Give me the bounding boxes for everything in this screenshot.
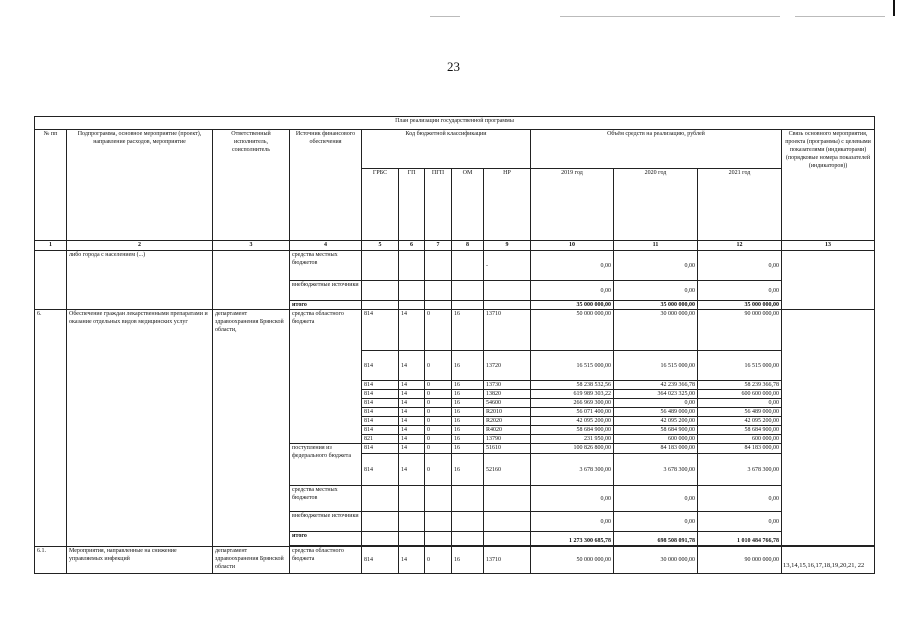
- code-om: 16: [452, 408, 484, 417]
- code-pgp: 0: [425, 408, 452, 417]
- code-np: R2020: [484, 417, 531, 426]
- value-2019: 0,00: [531, 251, 614, 281]
- column-numbers-row: [35, 241, 875, 251]
- total-2019: 1 273 300 685,78: [531, 532, 614, 546]
- header-number: № пп: [35, 130, 67, 241]
- code-grbs: 814: [362, 310, 399, 351]
- value-2021: 90 000 000,00: [698, 310, 782, 351]
- prev-item-name: либо города с населением (...): [67, 251, 213, 310]
- value-2021: 0,00: [698, 399, 782, 408]
- code-grbs: 814: [362, 547, 399, 574]
- code-pgp: 0: [425, 426, 452, 435]
- code-np: 13710: [484, 547, 531, 574]
- value-2020: 364 023 325,00: [614, 390, 698, 399]
- header-2020: 2020 год: [614, 169, 698, 241]
- code-pgp: 0: [425, 435, 452, 444]
- total-2020: 698 508 091,78: [614, 532, 698, 546]
- scan-artifact: [560, 16, 780, 17]
- value-2020: 0,00: [614, 486, 698, 512]
- value-2020: 0,00: [614, 399, 698, 408]
- code-gp: 14: [399, 351, 425, 381]
- code-gp: 14: [399, 444, 425, 454]
- value-2020: 30 000 000,00: [614, 310, 698, 351]
- code-om: 16: [452, 390, 484, 399]
- funding-source: средства областного бюджета: [290, 310, 362, 444]
- value-2020: 3 678 300,00: [614, 454, 698, 486]
- code-grbs: 821: [362, 435, 399, 444]
- scan-artifact: [430, 16, 460, 17]
- col-number: 3: [213, 241, 290, 251]
- col-number: 11: [614, 241, 698, 251]
- col-number: 12: [698, 241, 782, 251]
- total-label: итого: [290, 301, 362, 310]
- table-row: [35, 547, 875, 574]
- table-caption: План реализации государственной программы: [35, 117, 875, 130]
- dash-mark: -: [484, 251, 531, 281]
- header-np: НР: [484, 169, 531, 241]
- value-2019: 3 678 300,00: [531, 454, 614, 486]
- code-om: 16: [452, 435, 484, 444]
- value-2020: 600 000,00: [614, 435, 698, 444]
- value-2021: 90 000 000,00: [698, 547, 782, 574]
- code-np: 13720: [484, 351, 531, 381]
- value-2020: 58 684 900,00: [614, 426, 698, 435]
- value-2019: 266 969 300,00: [531, 399, 614, 408]
- table-row: [35, 310, 875, 351]
- value-2019: 100 826 800,00: [531, 444, 614, 454]
- col-number: 7: [425, 241, 452, 251]
- code-pgp: 0: [425, 390, 452, 399]
- funding-source: поступления из федерального бюджета: [290, 444, 362, 486]
- code-np: 13820: [484, 390, 531, 399]
- value-2019: 58 238 532,56: [531, 381, 614, 390]
- header-pgp: ПГП: [425, 169, 452, 241]
- code-gp: 14: [399, 417, 425, 426]
- value-2021: 0,00: [698, 251, 782, 281]
- code-gp: 14: [399, 454, 425, 486]
- code-np: 13730: [484, 381, 531, 390]
- code-grbs: 814: [362, 426, 399, 435]
- value-2021: 0,00: [698, 281, 782, 301]
- col-number: 5: [362, 241, 399, 251]
- code-pgp: 0: [425, 444, 452, 454]
- value-2020: 16 515 000,00: [614, 351, 698, 381]
- header-indicator-link: Связь основного мероприятия, проекта (программы) с целевыми показателями (индикаторами) (порядковые номера показателей (индикаторов)): [782, 130, 875, 241]
- code-np: 13710: [484, 310, 531, 351]
- total-2020: 35 000 000,00: [614, 301, 698, 310]
- value-2019: 58 684 900,00: [531, 426, 614, 435]
- header-grbs: ГРБС: [362, 169, 399, 241]
- value-2021: 0,00: [698, 512, 782, 532]
- code-pgp: 0: [425, 351, 452, 381]
- value-2021: 600 600 000,00: [698, 390, 782, 399]
- value-2020: 0,00: [614, 281, 698, 301]
- code-om: 16: [452, 417, 484, 426]
- value-2019: 231 950,00: [531, 435, 614, 444]
- col-number: 4: [290, 241, 362, 251]
- code-grbs: 814: [362, 417, 399, 426]
- header-2019: 2019 год: [531, 169, 614, 241]
- header-funding-source: Источник финансового обеспечения: [290, 130, 362, 241]
- col-number: 13: [782, 241, 875, 251]
- code-gp: 14: [399, 547, 425, 574]
- col-number: 9: [484, 241, 531, 251]
- header-executor: Ответственный исполнитель, соисполнитель: [213, 130, 290, 241]
- section-executor: департамент здравоохранения Брянской области: [213, 547, 290, 574]
- value-2020: 84 183 000,00: [614, 444, 698, 454]
- col-number: 10: [531, 241, 614, 251]
- value-2019: 619 989 303,22: [531, 390, 614, 399]
- code-gp: 14: [399, 381, 425, 390]
- code-gp: 14: [399, 310, 425, 351]
- code-om: 16: [452, 381, 484, 390]
- value-2021: 58 239 366,78: [698, 381, 782, 390]
- scan-edge-mark: [893, 0, 895, 16]
- code-gp: 14: [399, 399, 425, 408]
- section-number: 6.: [35, 310, 67, 547]
- value-2019: 16 515 000,00: [531, 351, 614, 381]
- total-2021: 35 000 000,00: [698, 301, 782, 310]
- value-2021: 42 095 200,00: [698, 417, 782, 426]
- header-subprogram: Подпрограмма, основное мероприятие (проект), направление расходов, мероприятие: [67, 130, 213, 241]
- funding-source: средства местных бюджетов: [290, 251, 362, 281]
- header-2021: 2021 год: [698, 169, 782, 241]
- funding-source: средства местных бюджетов: [290, 486, 362, 512]
- col-number: 2: [67, 241, 213, 251]
- value-2019: 0,00: [531, 281, 614, 301]
- header-funding-volume: Объём средств на реализацию, рублей: [531, 130, 782, 169]
- code-gp: 14: [399, 426, 425, 435]
- code-grbs: 814: [362, 399, 399, 408]
- col-number: 6: [399, 241, 425, 251]
- value-2021: 58 684 900,00: [698, 426, 782, 435]
- header-gp: ГП: [399, 169, 425, 241]
- code-om: 16: [452, 399, 484, 408]
- value-2021: 84 183 000,00: [698, 444, 782, 454]
- value-2021: 0,00: [698, 486, 782, 512]
- value-2020: 56 489 000,00: [614, 408, 698, 417]
- value-2020: 0,00: [614, 512, 698, 532]
- funding-source: внебюджетные источники: [290, 512, 362, 532]
- total-label: итого: [290, 532, 362, 546]
- total-2019: 35 000 000,00: [531, 301, 614, 310]
- code-pgp: 0: [425, 381, 452, 390]
- col-number: 1: [35, 241, 67, 251]
- value-2021: 3 678 300,00: [698, 454, 782, 486]
- value-2020: 42 095 200,00: [614, 417, 698, 426]
- value-2019: 42 095 200,00: [531, 417, 614, 426]
- code-np: R4020: [484, 426, 531, 435]
- col-number: 8: [452, 241, 484, 251]
- funding-source: средства областного бюджета: [290, 547, 362, 574]
- code-np: 52160: [484, 454, 531, 486]
- section-name: Обеспечение граждан лекарственными препаратами и оказание отдельных видов медицинских услуг: [67, 310, 213, 547]
- code-np: 54600: [484, 399, 531, 408]
- code-np: 13790: [484, 435, 531, 444]
- value-2019: 56 071 400,00: [531, 408, 614, 417]
- header-budget-code: Код бюджетной классификации: [362, 130, 531, 169]
- value-2019: 50 000 000,00: [531, 547, 614, 574]
- value-2021: 600 000,00: [698, 435, 782, 444]
- code-grbs: 814: [362, 381, 399, 390]
- code-np: 51610: [484, 444, 531, 454]
- value-2021: 56 489 000,00: [698, 408, 782, 417]
- section-name: Мероприятия, направленные на снижение управляемых инфекций: [67, 547, 213, 574]
- code-grbs: 814: [362, 408, 399, 417]
- section-executor: департамент здравоохранения Брянской области,: [213, 310, 290, 547]
- scan-artifact: [795, 16, 885, 17]
- code-np: R2010: [484, 408, 531, 417]
- value-2020: 30 000 000,00: [614, 547, 698, 574]
- value-2020: 0,00: [614, 251, 698, 281]
- code-grbs: 814: [362, 390, 399, 399]
- code-pgp: 0: [425, 547, 452, 574]
- code-pgp: 0: [425, 417, 452, 426]
- total-2021: 1 010 484 766,78: [698, 532, 782, 546]
- code-grbs: 814: [362, 351, 399, 381]
- code-pgp: 0: [425, 399, 452, 408]
- value-2019: 50 000 000,00: [531, 310, 614, 351]
- page-number: 23: [447, 59, 460, 74]
- value-2021: 16 515 000,00: [698, 351, 782, 381]
- table-row: [35, 251, 875, 281]
- code-om: 16: [452, 454, 484, 486]
- code-om: 16: [452, 444, 484, 454]
- code-grbs: 814: [362, 444, 399, 454]
- code-om: 16: [452, 351, 484, 381]
- indicator-numbers: 13,14,15,16,17,18,19,20,21, 22: [783, 562, 865, 569]
- code-om: 16: [452, 547, 484, 574]
- program-plan-table: [34, 116, 875, 574]
- code-gp: 14: [399, 408, 425, 417]
- header-om: ОМ: [452, 169, 484, 241]
- funding-source: внебюджетные источники: [290, 281, 362, 301]
- code-gp: 14: [399, 390, 425, 399]
- value-2019: 0,00: [531, 512, 614, 532]
- value-2020: 42 239 366,78: [614, 381, 698, 390]
- section-number: 6.1.: [35, 547, 67, 574]
- code-pgp: 0: [425, 310, 452, 351]
- code-pgp: 0: [425, 454, 452, 486]
- code-gp: 14: [399, 435, 425, 444]
- code-grbs: 814: [362, 454, 399, 486]
- code-om: 16: [452, 310, 484, 351]
- value-2019: 0,00: [531, 486, 614, 512]
- code-om: 16: [452, 426, 484, 435]
